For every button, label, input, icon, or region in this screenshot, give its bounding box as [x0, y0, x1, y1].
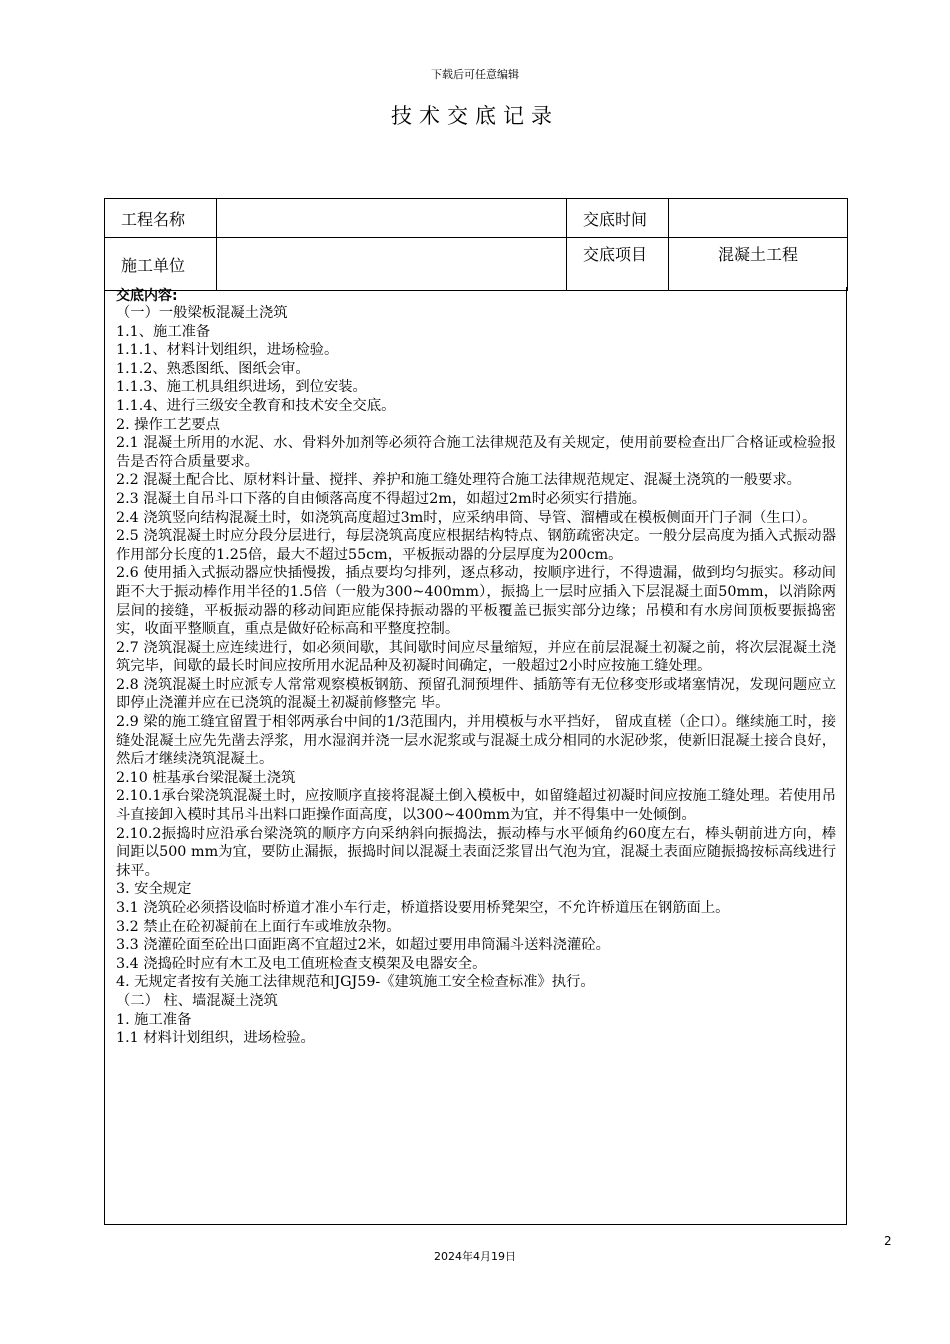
- content-paragraph: 3.2 禁止在砼初凝前在上面行车或堆放杂物。: [116, 918, 401, 935]
- content-paragraph: 1.1.3、施工机具组织进场，到位安装。: [116, 379, 367, 396]
- content-paragraph: 2.2 混凝土配合比、原材料计量、搅拌、养护和施工缝处理符合施工法律规范规定、混凝土浇筑的一般要求。: [116, 472, 801, 489]
- content-paragraph: 1.1 材料计划组织，进场检验。: [116, 1030, 315, 1047]
- handover-time-value[interactable]: [669, 199, 848, 238]
- content-paragraph: 3. 安全规定: [116, 881, 192, 898]
- content-title: 交底内容:: [116, 288, 178, 304]
- page-number: 2: [884, 1234, 892, 1248]
- handover-content-box: [104, 287, 847, 1225]
- info-row-2: [105, 238, 848, 291]
- content-paragraph: 1.1.4、进行三级安全教育和技术安全交底。: [116, 397, 396, 414]
- content-paragraph: 2.5 浇筑混凝土时应分段分层进行，每层浇筑高度应根据结构特点、钢筋疏密决定。一般分层高度为插入式振动器作用部分长度的1.25倍，最大不超过55cm，平板振动器的分层厚度为200cm。: [116, 528, 836, 563]
- info-table: [104, 198, 848, 291]
- content-paragraph: 1.1.2、熟悉图纸、图纸会审。: [116, 360, 310, 377]
- content-paragraph: 2. 操作工艺要点: [116, 416, 220, 433]
- handover-time-label: 交底时间: [567, 199, 669, 238]
- content-paragraph: 2.10.1承台梁浇筑混凝土时，应按顺序直接将混凝土倒入模板中，如留缝超过初凝时间应按施工缝处理。若使用吊斗直接卸入模时其吊斗出料口距操作面高度，以300~400mm为宜，并不得集中一处倾倒。: [116, 788, 836, 824]
- content-paragraph: 1. 施工准备: [116, 1011, 192, 1028]
- content-paragraph: 2.10.2振捣时应沿承台梁浇筑的顺序方向采纳斜向振捣法，振动棒与水平倾角约60度左右，棒头朝前进方向，棒间距以500 mm为宜，要防止漏振，振捣时间以混凝土表面泛浆冒出气泡为宜，混凝土表面应随振捣按标高线进行抹平。: [116, 825, 836, 879]
- project-name-label: 工程名称: [105, 199, 217, 238]
- content-paragraph: 2.4 浇筑竖向结构混凝土时，如浇筑高度超过3m时，应采纳串筒、导管、溜槽或在模板侧面开门子洞（生口）。: [116, 509, 817, 526]
- info-row-1: [105, 199, 848, 238]
- content-paragraph: 2.6 使用插入式振动器应快插慢拨，插点要均匀排列，逐点移动，按顺序进行，不得遗漏，做到均匀振实。移动间距不大于振动棒作用半径的1.5倍（一般为300~400mm），振捣上一层时应插入下层混凝土面50mm，以消除两层间的接缝，平板振动器的移动间距应能保持振动器的平板覆盖已振实部分边缘；吊模和有水房间顶板要振捣密实，收面平整顺直，重点是做好砼标高和平整度控制。: [116, 565, 836, 638]
- content-paragraph: （一）一般梁板混凝土浇筑: [116, 305, 288, 321]
- content-paragraph: 2.3 混凝土自吊斗口下落的自由倾落高度不得超过2m，如超过2m时必须实行措施。: [116, 490, 647, 507]
- content-paragraph: （二） 柱、墙混凝土浇筑: [116, 992, 278, 1009]
- content-paragraph: 3.3 浇灌砼面至砼出口面距离不宜超过2米，如超过要用串筒漏斗送料浇灌砼。: [116, 937, 610, 954]
- handover-item-value: 混凝土工程: [669, 238, 848, 291]
- content-paragraph: 1.1.1、材料计划组织，进场检验。: [116, 342, 339, 359]
- construction-unit-value[interactable]: [217, 238, 567, 291]
- footer-date: 2024年4月19日: [434, 1250, 516, 1263]
- content-paragraph: 2.8 浇筑混凝土时应派专人常常观察模板钢筋、预留孔洞预埋件、插筋等有无位移变形或堵塞情况，发现问题应立即停止浇灌并应在已浇筑的混凝土初凝前修整完 毕。: [116, 676, 836, 712]
- content-paragraph: 2.10 桩基承台梁混凝土浇筑: [116, 769, 296, 786]
- header-note: 下载后可任意编辑: [431, 68, 519, 81]
- content-paragraph: 1.1、施工准备: [116, 323, 211, 340]
- content-paragraph: 2.1 混凝土所用的水泥、水、骨料外加剂等必须符合施工法律规范及有关规定，使用前要检查出厂合格证或检验报告是否符合质量要求。: [116, 435, 836, 470]
- content-paragraph: 3.4 浇捣砼时应有木工及电工值班检查支模架及电器安全。: [116, 955, 487, 972]
- content-paragraph: 4. 无规定者按有关施工法律规范和JGJ59-《建筑施工安全检查标准》执行。: [116, 974, 595, 991]
- document-title: 技术交底记录: [391, 104, 559, 128]
- handover-item-label: 交底项目: [567, 238, 669, 291]
- project-name-value[interactable]: [217, 199, 567, 238]
- content-paragraph: 2.7 浇筑混凝土应连续进行，如必须间歇，其间歇时间应尽量缩短，并应在前层混凝土初凝之前，将次层混凝土浇筑完毕，间歇的最长时间应按所用水泥品种及初凝时间确定，一般超过2小时应按施工缝处理。: [116, 639, 836, 675]
- content-paragraph: 2.9 梁的施工缝宜留置于相邻两承台中间的1/3范围内，并用模板与水平挡好， 留成直槎（企口）。继续施工时，接缝处混凝土应先先凿去浮浆，用水湿润并浇一层水泥浆或与混凝土成分相同的水泥砂浆，使新旧混凝土接合良好，然后才继续浇筑混凝土。: [116, 714, 836, 768]
- construction-unit-label: 施工单位: [105, 238, 217, 291]
- content-paragraph: 3.1 浇筑砼必须搭设临时桥道才准小车行走，桥道搭设要用桥凳架空，不允许桥道压在钢筋面上。: [116, 900, 730, 916]
